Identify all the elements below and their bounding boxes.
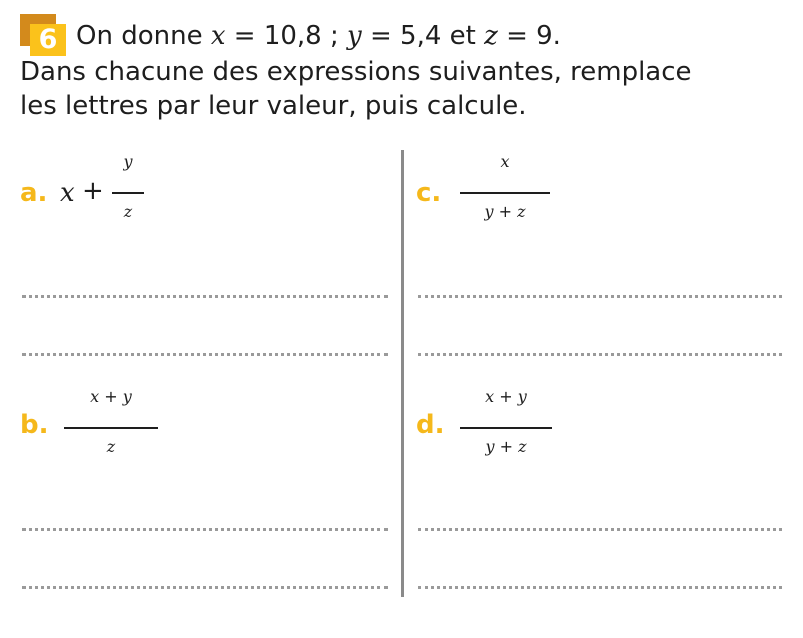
statement-line-3: les lettres par leur valeur, puis calcule. [20, 91, 527, 121]
answer-line-d-2[interactable] [418, 586, 782, 589]
item-a-fraction [112, 152, 144, 242]
z-value: = 9. [497, 21, 561, 51]
item-a-plus: + [82, 176, 104, 206]
item-a-label: a. [20, 178, 48, 208]
column-divider [401, 150, 404, 597]
item-a-denominator: z [123, 202, 133, 221]
var-x: x [210, 21, 226, 51]
item-d-numerator: x + y [485, 387, 527, 406]
item-c-denominator: y + z [484, 202, 526, 221]
exercise-number: 6 [30, 24, 66, 56]
item-b-label: b. [20, 410, 49, 440]
x-value: = 10,8 ; [225, 21, 348, 51]
item-c-label: c. [416, 178, 442, 208]
answer-line-a-1[interactable] [22, 295, 388, 298]
item-a-fraction-bar [112, 192, 144, 194]
item-c-numerator: x [500, 152, 510, 171]
item-b-numerator: x + y [90, 387, 132, 406]
item-c-fraction-bar [460, 192, 550, 194]
item-d-label: d. [416, 410, 445, 440]
answer-line-c-2[interactable] [418, 353, 782, 356]
item-d-denominator: y + z [485, 437, 527, 456]
item-b-denominator: z [106, 437, 116, 456]
statement-line-2: Dans chacune des expressions suivantes, remplace [20, 57, 692, 87]
answer-line-d-1[interactable] [418, 528, 782, 531]
answer-line-b-2[interactable] [22, 586, 388, 589]
answer-line-b-1[interactable] [22, 528, 388, 531]
exercise-number-badge [20, 14, 66, 56]
var-z: z [484, 21, 498, 51]
item-a-numerator: y [123, 152, 133, 171]
item-c-fraction [460, 152, 550, 242]
y-value: = 5,4 et [361, 21, 485, 51]
item-d-fraction-bar [460, 427, 552, 429]
item-a-x: x [60, 178, 75, 208]
statement-line-1 [76, 20, 561, 53]
intro-prefix: On donne [76, 21, 211, 51]
var-y: y [347, 21, 362, 51]
answer-line-a-2[interactable] [22, 353, 388, 356]
item-b-fraction-bar [64, 427, 158, 429]
item-b-fraction [64, 387, 158, 477]
answer-line-c-1[interactable] [418, 295, 782, 298]
item-d-fraction [460, 387, 552, 477]
